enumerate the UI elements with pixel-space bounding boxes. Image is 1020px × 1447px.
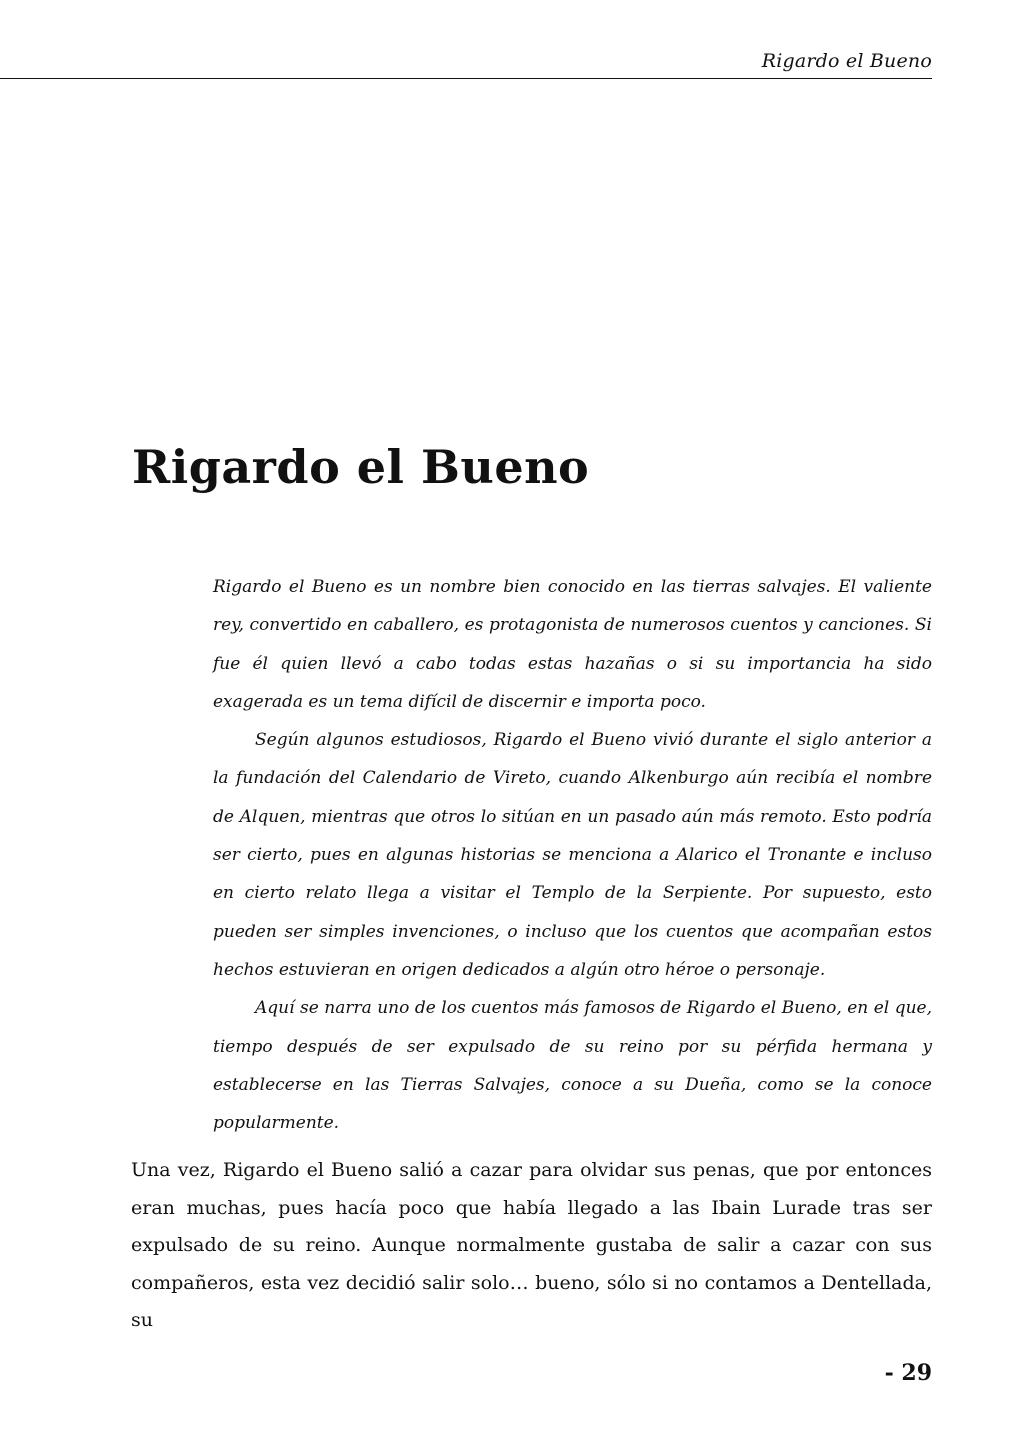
- header-rule: [0, 78, 932, 79]
- page-number: - 29: [884, 1360, 932, 1386]
- body-paragraph: Una vez, Rigardo el Bueno salió a cazar para olvidar sus penas, que por entonces eran muchas, pues hacía poco que había llegado a las Ibain Lurade tras ser expulsado de su reino. Aunque normalmente gustaba de salir a cazar con sus compañeros, esta vez decidió salir solo… bueno, sólo si no contamos a Dentellada, su: [131, 1159, 932, 1331]
- chapter-title: Rigardo el Bueno: [132, 440, 590, 494]
- intro-paragraph: Aquí se narra uno de los cuentos más famosos de Rigardo el Bueno, en el que, tiempo después de ser expulsado de su reino por su pérfida hermana y establecerse en las Tierras Salvajes, conoce a su Dueña, como se la conoce popularmente.: [213, 998, 932, 1134]
- intro-paragraph: Según algunos estudiosos, Rigardo el Bueno vivió durante el siglo anterior a la fundación del Calendario de Vireto, cuando Alkenburgo aún recibía el nombre de Alquen, mientras que otros lo sitúan en un pasado aún más remoto. Esto podría ser cierto, pues en algunas historias se menciona a Alarico el Tronante e incluso en cierto relato llega a visitar el Templo de la Serpiente. Por supuesto, esto pueden ser simples invenciones, o incluso que los cuentos que acompañan estos hechos estuvieran en origen dedicados a algún otro héroe o personaje.: [213, 730, 932, 980]
- intro-paragraph: Rigardo el Bueno es un nombre bien conocido en las tierras salvajes. El valiente rey, convertido en caballero, es protagonista de numerosos cuentos y canciones. Si fue él quien llevó a cabo todas estas hazañas o si su importancia ha sido exagerada es un tema difícil de discernir e importa poco.: [213, 577, 932, 712]
- intro-block: [213, 568, 932, 1142]
- running-header-title: Rigardo el Bueno: [761, 50, 932, 72]
